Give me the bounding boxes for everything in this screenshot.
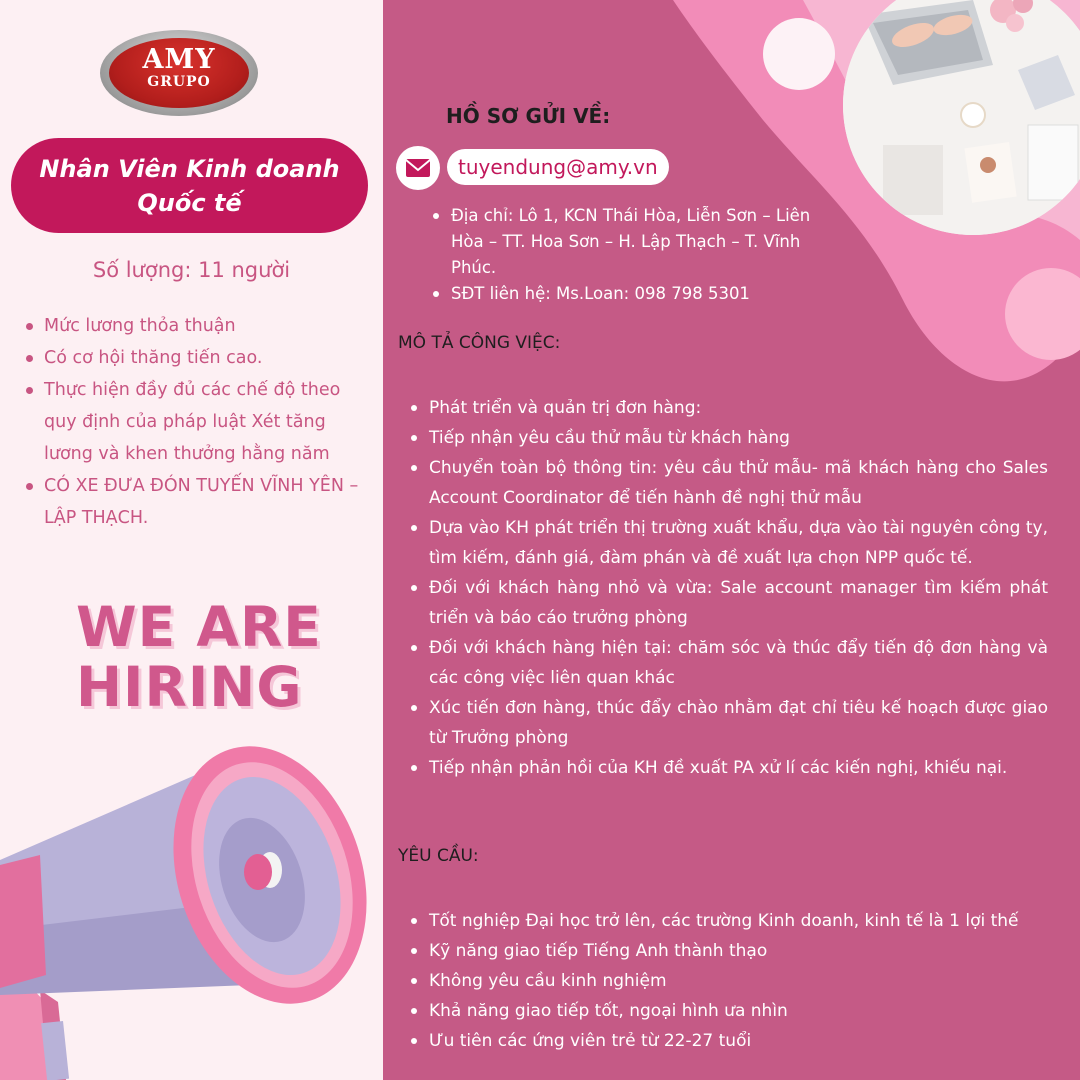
right-panel [383,0,1080,1080]
job-title-line-2: Quốc tế [137,189,242,217]
left-panel [0,0,383,1080]
task-item: Tiếp nhận phản hồi của KH đề xuất PA xử lí các kiến nghị, khiếu nại. [411,753,1048,783]
task-item: Chuyển toàn bộ thông tin: yêu cầu thử mẫu- mã khách hàng cho Sales Account Coordinator để tiến hành đề nghị thử mẫu [411,453,1048,513]
phone: SĐT liên hệ: Ms.Loan: 098 798 5301 [433,281,833,307]
requirements-title: YÊU CẦU: [398,846,479,866]
requirements-list [411,906,1048,1056]
benefit-item: Có cơ hội thăng tiến cao. [24,342,364,374]
requirement-item: Kỹ năng giao tiếp Tiếng Anh thành thạo [411,936,1048,966]
quantity: Số lượng: 11 người [92,258,291,282]
benefit-item: Thực hiện đầy đủ các chế độ theo quy định của pháp luật Xét tăng lương và khen thưởng hằng năm [24,374,364,470]
requirement-item: Tốt nghiệp Đại học trở lên, các trường Kinh doanh, kinh tế là 1 lợi thế [411,906,1048,936]
email-address[interactable]: tuyendung@amy.vn [447,149,669,185]
address: Địa chỉ: Lô 1, KCN Thái Hòa, Liễn Sơn – Liên Hòa – TT. Hoa Sơn – H. Lập Thạch – T. Vĩnh Phúc. [433,203,833,281]
requirement-item: Khả năng giao tiếp tốt, ngoại hình ưa nhìn [411,996,1048,1026]
task-item: Phát triển và quản trị đơn hàng: [411,393,1048,423]
benefits-list [24,310,364,534]
requirement-item: Không yêu cầu kinh nghiệm [411,966,1048,996]
white-circle-decoration [763,18,835,90]
job-description-list [411,393,1048,783]
hiring-line-1: WE ARE [76,595,322,659]
task-item: Xúc tiến đơn hàng, thúc đẩy chào nhằm đạt chỉ tiêu kế hoạch được giao từ Trưởng phòng [411,693,1048,753]
task-item: Đối với khách hàng nhỏ và vừa: Sale account manager tìm kiếm phát triển và báo cáo trưởng phòng [411,573,1048,633]
job-title-pill [11,138,368,233]
benefit-item: Mức lương thỏa thuận [24,310,364,342]
benefit-item: CÓ XE ĐƯA ĐÓN TUYẾN VĨNH YÊN – LẬP THẠCH. [24,470,364,534]
requirement-item: Ưu tiên các ứng viên trẻ từ 22-27 tuổi [411,1026,1048,1056]
job-title-line-1: Nhân Viên Kinh doanh [39,155,340,183]
logo-line-1: AMY [142,44,216,75]
mail-icon [396,146,440,190]
contact-list [433,203,833,307]
task-item: Dựa vào KH phát triển thị trường xuất khẩu, dựa vào tài nguyên công ty, tìm kiếm, đánh giá, đàm phán và đề xuất lựa chọn NPP quốc tế. [411,513,1048,573]
apply-section-title: HỒ SƠ GỬI VỀ: [446,104,611,128]
logo-line-2: GRUPO [147,74,211,90]
amy-grupo-logo [100,30,258,116]
job-description-title: MÔ TẢ CÔNG VIỆC: [398,333,561,353]
megaphone-illustration [0,740,383,1080]
we-are-hiring-heading [76,597,322,717]
mail-icon-circle [396,146,440,190]
hiring-line-2: HIRING [76,655,303,719]
task-item: Tiếp nhận yêu cầu thử mẫu từ khách hàng [411,423,1048,453]
task-item: Đối với khách hàng hiện tại: chăm sóc và thúc đẩy tiến độ đơn hàng và các công việc liên quan khác [411,633,1048,693]
